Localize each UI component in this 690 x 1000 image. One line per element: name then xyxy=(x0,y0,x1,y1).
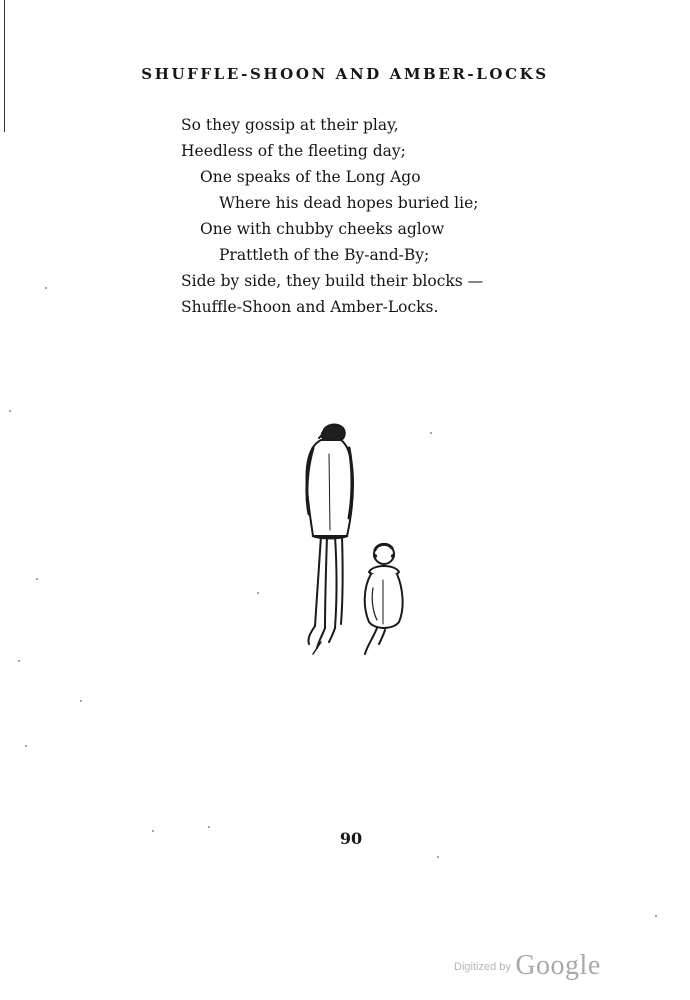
old-man-and-child-illustration xyxy=(295,418,425,668)
scan-speck xyxy=(25,745,27,747)
scan-speck xyxy=(257,592,259,594)
running-head: SHUFFLE-SHOON AND AMBER-LOCKS xyxy=(141,65,549,83)
scan-speck xyxy=(152,830,154,832)
old-man-figure xyxy=(307,425,353,654)
scan-speck xyxy=(18,660,20,662)
poem-line: Where his dead hopes buried lie; xyxy=(219,194,479,212)
watermark-brand: Google xyxy=(515,950,601,981)
poem-line: Shuffle-Shoon and Amber-Locks. xyxy=(181,298,439,316)
scan-speck xyxy=(437,856,439,858)
scan-speck xyxy=(208,826,210,828)
scan-speck xyxy=(80,700,82,702)
scan-speck xyxy=(9,410,11,412)
poem-line: One with chubby cheeks aglow xyxy=(200,220,445,238)
poem-line: So they gossip at their play, xyxy=(181,116,399,134)
page-number: 90 xyxy=(339,829,363,848)
poem-line: One speaks of the Long Ago xyxy=(200,168,421,186)
scan-speck xyxy=(655,915,657,917)
digitized-watermark xyxy=(454,950,601,982)
child-figure xyxy=(365,544,403,654)
scan-speck xyxy=(430,432,432,434)
watermark-prefix: Digitized by xyxy=(454,961,511,973)
poem-stanza xyxy=(181,112,621,320)
poem-line: Side by side, they build their blocks — xyxy=(181,272,484,290)
poem-line: Prattleth of the By-and-By; xyxy=(219,246,430,264)
scan-speck xyxy=(36,578,38,580)
poem-line: Heedless of the fleeting day; xyxy=(181,142,406,160)
scan-speck xyxy=(45,287,47,289)
